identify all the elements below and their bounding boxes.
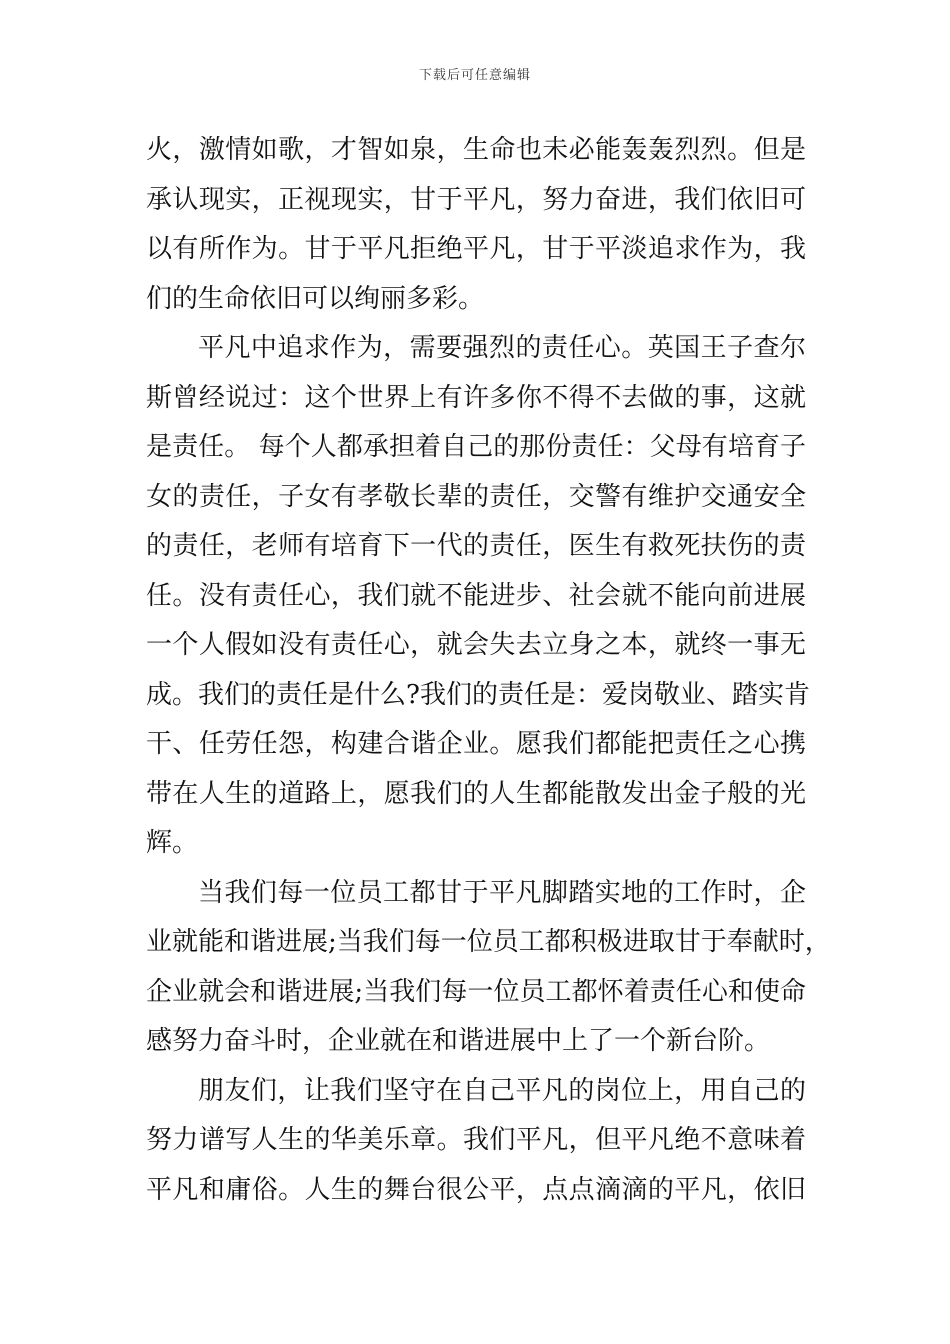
text-line: 带在人生的道路上，愿我们的人生都能散发出金子般的光 — [146, 778, 806, 809]
text-line: 任。没有责任心，我们就不能进步、社会就不能向前进展 — [146, 580, 806, 611]
text-line: 们的生命依旧可以绚丽多彩。 — [146, 283, 485, 314]
text-line: 感努力奋斗时，企业就在和谐进展中上了一个新台阶。 — [146, 1026, 771, 1056]
text-line: 女的责任，子女有孝敬长辈的责任，交警有维护交通安全 — [146, 481, 806, 512]
text-line: 一个人假如没有责任心，就会失去立身之本，就终一事无 — [146, 630, 806, 660]
text-line: 承认现实，正视现实，甘于平凡，努力奋进，我们依旧可 — [146, 184, 806, 215]
document-body — [146, 126, 831, 1215]
page-header: 下载后可任意编辑 — [418, 68, 531, 83]
text-line: 努力谱写人生的华美乐章。我们平凡，但平凡绝不意味着 — [146, 1125, 806, 1155]
text-line: 辉。 — [146, 828, 199, 858]
text-line: 斯曾经说过：这个世界上有许多你不得不去做的事，这就 — [146, 382, 806, 413]
text-line: 平凡中追求作为，需要强烈的责任心。英国王子查尔 — [198, 333, 806, 363]
text-line: 以有所作为。甘于平凡拒绝平凡，甘于平淡追求作为，我 — [146, 234, 806, 264]
text-line: 的责任，老师有培育下一代的责任，医生有救死扶伤的责 — [146, 531, 806, 561]
text-line: 企业就会和谐进展;当我们每一位员工都怀着责任心和使命 — [146, 976, 806, 1007]
text-line: 朋友们，让我们坚守在自己平凡的岗位上，用自己的 — [198, 1075, 806, 1106]
text-line: 业就能和谐进展;当我们每一位员工都积极进取甘于奉献时， — [146, 927, 831, 957]
text-line: 干、任劳任怨，构建合谐企业。愿我们都能把责任之心携 — [146, 729, 806, 759]
text-line: 当我们每一位员工都甘于平凡脚踏实地的工作时，企 — [198, 877, 806, 908]
text-line: 平凡和庸俗。人生的舞台很公平，点点滴滴的平凡，依旧 — [146, 1174, 806, 1205]
text-line: 是责任。 每个人都承担着自己的那份责任：父母有培育子 — [146, 432, 806, 462]
text-line: 成。我们的责任是什么?我们的责任是：爱岗敬业、踏实肯 — [146, 679, 810, 710]
text-line: 火，激情如歌，才智如泉，生命也未必能轰轰烈烈。但是 — [146, 135, 806, 165]
